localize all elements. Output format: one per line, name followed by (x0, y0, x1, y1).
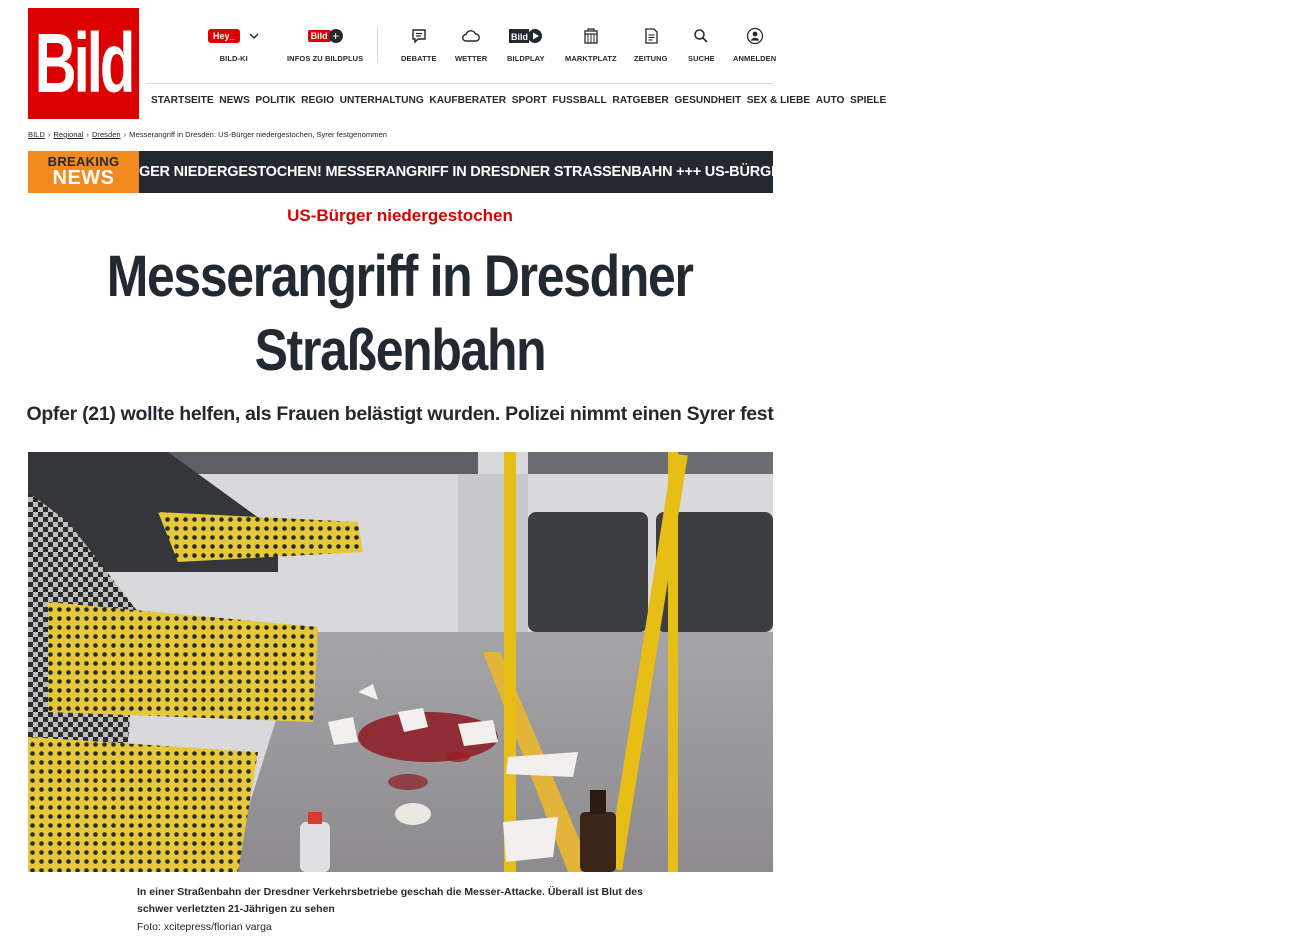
chevron-down-icon (248, 31, 260, 41)
topnav-zeitung[interactable] (634, 24, 668, 68)
article-photo[interactable] (28, 452, 773, 872)
nav-item-sport[interactable]: SPORT (511, 95, 547, 106)
topnav-bildplus[interactable] (287, 24, 363, 68)
breadcrumb-regional[interactable]: Regional (53, 130, 84, 139)
topnav-label: MARKTPLATZ (565, 54, 617, 63)
topnav-bildplay[interactable] (507, 24, 545, 68)
header-divider (146, 83, 773, 84)
breadcrumb-dresden[interactable]: Dresden (91, 130, 121, 139)
nav-item-gesundheit[interactable]: GESUNDHEIT (674, 95, 742, 106)
breaking-label-bottom: NEWS (52, 167, 115, 189)
topnav-debatte[interactable] (401, 24, 437, 68)
newspaper-icon (643, 24, 659, 48)
nav-item-fussball[interactable]: FUSSBALL (552, 95, 607, 106)
topnav-label: BILD-KI (219, 54, 248, 63)
play-icon (509, 24, 543, 48)
svg-text:Bild: Bild (510, 32, 528, 42)
topnav-suche[interactable] (688, 24, 715, 68)
topnav-label: SUCHE (688, 54, 715, 63)
nav-item-spiele[interactable]: SPIELE (850, 95, 887, 106)
breaking-label-top: BREAKING (47, 154, 120, 169)
nav-item-startseite[interactable]: STARTSEITE (151, 95, 214, 106)
breaking-news-banner[interactable] (28, 151, 1293, 193)
topnav-label: BILDPLAY (507, 54, 545, 63)
topnav-bildki[interactable] (208, 24, 260, 68)
nav-item-kaufberater[interactable]: KAUFBERATER (429, 95, 507, 106)
photo-credit: Foto: xcitepress/florian varga (137, 921, 272, 933)
bild-logo[interactable] (28, 8, 139, 119)
article-kicker: US-Bürger niedergestochen (287, 206, 513, 225)
main-navigation (151, 95, 892, 106)
topnav-label: ZEITUNG (634, 54, 668, 63)
article-subline: Opfer (21) wollte helfen, als Frauen belästigt wurden. Polizei nimmt einen Syrer fest (26, 403, 774, 425)
topnav-wetter[interactable] (455, 24, 487, 68)
speech-bubble-icon (410, 24, 428, 48)
nav-item-news[interactable]: NEWS (219, 95, 250, 106)
breadcrumb-bild[interactable]: BILD (28, 130, 45, 139)
article-headline (0, 240, 800, 388)
breaking-ticker-text: GER NIEDERGESTOCHEN! MESSERANGRIFF IN DRESDNER STRASSENBAHN +++ US-BÜRGER NIEDERGESTOCHEN! MESSERANGRIFF IN DRESDNER STRASSENBAHN (139, 164, 1293, 180)
nav-item-unterhaltung[interactable]: UNTERHALTUNG (339, 95, 424, 106)
photo-caption: In einer Straßenbahn der Dresdner Verkehrsbetriebe geschah die Messer-Attacke. Überall ist Blut des schwer verletzten 21-Jährigen zu sehen (137, 886, 643, 915)
bildplus-icon: Bild + (308, 24, 343, 48)
nav-divider (377, 27, 378, 63)
logo-wordmark: Bild (34, 16, 133, 111)
topnav-label: INFOS ZU BILDPLUS (287, 54, 364, 63)
topnav-label: WETTER (455, 54, 488, 63)
breadcrumb-current: Messerangriff in Dresden: US-Bürger niedergestochen, Syrer festgenommen (129, 130, 387, 139)
user-icon (746, 24, 764, 48)
nav-item-sex-liebe[interactable]: SEX & LIEBE (746, 95, 811, 106)
nav-item-regio[interactable]: REGIO (301, 95, 335, 106)
topnav-anmelden[interactable] (733, 24, 776, 68)
nav-item-auto[interactable]: AUTO (815, 95, 845, 106)
headline-line-1: Messerangriff in Dresdner (107, 244, 693, 309)
search-icon (693, 24, 709, 48)
topnav-label: DEBATTE (401, 54, 437, 63)
nav-item-politik[interactable]: POLITIK (255, 95, 296, 106)
hey-badge-icon: Hey_ (208, 24, 260, 48)
cloud-icon (461, 24, 481, 48)
breaking-news-label (28, 151, 139, 193)
nav-item-ratgeber[interactable]: RATGEBER (612, 95, 669, 106)
headline-line-2: Straßenbahn (254, 318, 546, 383)
topnav-marktplatz[interactable] (565, 24, 617, 68)
topnav-label: ANMELDEN (733, 54, 777, 63)
store-icon (582, 24, 600, 48)
breadcrumb: BILD › Regional › Dresden › Messerangriff in Dresden: US-Bürger niedergestochen, Syrer festgenommen (28, 130, 387, 139)
